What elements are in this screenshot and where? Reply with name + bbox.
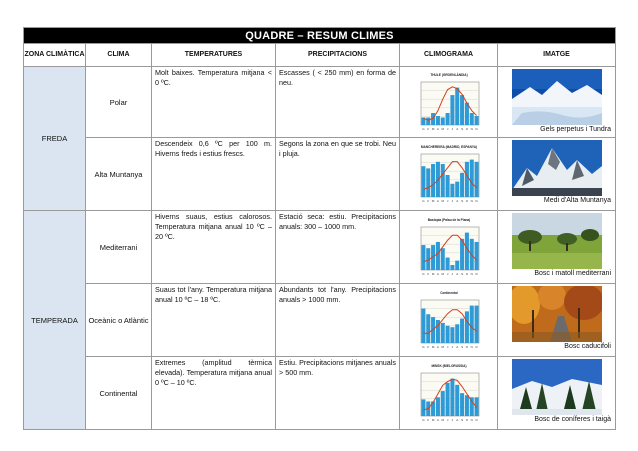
month-label: O [465, 345, 468, 349]
precip-bar [455, 182, 459, 197]
precip-bar [455, 385, 459, 416]
month-label: J [446, 418, 448, 422]
header-precipitacions: PRECIPITACIONS [276, 44, 400, 67]
header-temperatures: TEMPERATURES [152, 44, 276, 67]
clima-name: Continental [86, 357, 152, 430]
climogram-cell [400, 211, 498, 284]
month-label: A [455, 345, 458, 349]
month-label: D [474, 127, 478, 131]
precipitacions-text: Estació seca: estiu. Precipitacions anuals: 300 – 1000 mm. [276, 211, 400, 284]
precip-bar [450, 379, 454, 416]
climogram-cell [400, 67, 498, 138]
precip-bar [440, 391, 444, 416]
climogram [411, 216, 487, 278]
climogram-title: MINSK (BIELORUSSIA) [430, 364, 467, 368]
month-label: A [436, 272, 439, 276]
table-title: QUADRE – RESUM CLIMES [24, 28, 616, 44]
precip-bar [445, 383, 449, 416]
month-label: S [460, 418, 463, 422]
month-label: M [431, 272, 434, 276]
month-label: M [441, 345, 444, 349]
precip-bar [460, 393, 464, 416]
image-cell [498, 67, 616, 138]
precip-bar [421, 166, 425, 197]
image-caption: Medi d'Alta Muntanya [543, 197, 611, 204]
month-label: M [431, 418, 434, 422]
month-label: F [426, 345, 429, 349]
month-label: A [436, 127, 439, 131]
polar-landscape-photo [512, 69, 602, 125]
table-row [24, 138, 616, 211]
precip-bar [469, 306, 473, 343]
precip-bar [435, 397, 439, 416]
month-label: G [421, 127, 425, 131]
precipitacions-text: Escasses ( < 250 mm) en forma de neu. [276, 67, 400, 138]
climate-summary-sheet [23, 27, 615, 430]
month-label: J [446, 127, 448, 131]
header-imatge: IMATGE [498, 44, 616, 67]
clima-name: Alta Muntanya [86, 138, 152, 211]
month-label: N [470, 418, 473, 422]
precipitacions-text: Estiu. Precipitacions mitjanes anuals > 500 mm. [276, 357, 400, 430]
month-label: O [465, 272, 468, 276]
precipitacions-text: Abundants tot l'any. Precipitacions anuals > 1000 mm. [276, 284, 400, 357]
month-label: D [474, 199, 478, 203]
climogram [411, 289, 487, 351]
month-label: S [460, 272, 463, 276]
zone-freda: FREDA [24, 67, 86, 211]
table-row [24, 211, 616, 284]
precip-bar [450, 184, 454, 197]
month-label: J [451, 199, 453, 203]
month-label: M [441, 418, 444, 422]
precip-bar [421, 399, 425, 416]
month-label: O [465, 199, 468, 203]
precip-bar [431, 164, 435, 197]
precip-bar [460, 173, 464, 197]
climogram-cell [400, 138, 498, 211]
climogram-title: THULE (GROENLÀNDIA) [429, 73, 468, 77]
month-label: F [426, 127, 429, 131]
precip-bar [445, 175, 449, 197]
precip-bar [435, 116, 439, 125]
month-label: M [441, 199, 444, 203]
precip-bar [460, 95, 464, 125]
temperatures-text: Suaus tot l'any. Temperatura mitjana anual 10 ºC – 18 ºC. [152, 284, 276, 357]
precip-bar [469, 113, 473, 125]
month-label: F [426, 199, 429, 203]
temperatures-text: Descendeix 0,6 ºC per 100 m. Hiverns freds i estius frescs. [152, 138, 276, 211]
month-label: D [474, 272, 478, 276]
clima-name: Mediterrani [86, 211, 152, 284]
month-label: M [431, 199, 434, 203]
clima-name: Oceànic o Atlàntic [86, 284, 152, 357]
month-label: J [446, 272, 448, 276]
month-label: S [460, 199, 463, 203]
month-label: F [426, 418, 429, 422]
precip-bar [474, 242, 478, 270]
temperatures-text: Molt baixes. Temperatura mitjana < 0 ºC. [152, 67, 276, 138]
precip-bar [455, 88, 459, 125]
precip-bar [421, 245, 425, 270]
precip-bar [474, 116, 478, 125]
climogram [411, 362, 487, 424]
temperatures-text: Hiverns suaus, estius calorosos. Temperatura mitjana anual 10 ºC – 20 ºC. [152, 211, 276, 284]
precip-bar [464, 233, 468, 270]
climogram-title: Bastopia (Palau de la Plana) [427, 218, 470, 222]
precip-bar [450, 265, 454, 270]
month-label: A [436, 418, 439, 422]
month-label: G [421, 199, 425, 203]
header-zona: ZONA CLIMÀTICA [24, 44, 86, 67]
climogram-cell [400, 284, 498, 357]
climogram-title: Continental [439, 291, 458, 295]
month-label: N [470, 127, 473, 131]
table-row [24, 284, 616, 357]
month-label: G [421, 272, 425, 276]
clima-name: Polar [86, 67, 152, 138]
month-label: A [455, 127, 458, 131]
table-row [24, 67, 616, 138]
month-label: J [446, 199, 448, 203]
precip-bar [455, 261, 459, 270]
precip-bar [426, 118, 430, 125]
month-label: N [470, 199, 473, 203]
table-row [24, 357, 616, 430]
month-label: J [451, 345, 453, 349]
month-label: N [470, 345, 473, 349]
month-label: A [436, 345, 439, 349]
month-label: S [460, 345, 463, 349]
month-label: G [421, 345, 425, 349]
image-caption: Gels perpetus i Tundra [540, 126, 611, 133]
precip-bar [464, 162, 468, 197]
month-label: A [455, 199, 458, 203]
climate-table [23, 27, 616, 430]
image-caption: Bosc i matoll mediterrani [534, 270, 611, 277]
precip-bar [469, 160, 473, 197]
month-label: M [441, 127, 444, 131]
precip-bar [426, 168, 430, 197]
temperatures-text: Extremes (amplitud tèrmica elevada). Temperatura mitjana anual 0 ºC – 10 ºC. [152, 357, 276, 430]
month-label: N [470, 272, 473, 276]
month-label: A [455, 272, 458, 276]
precip-bar [460, 319, 464, 343]
precip-bar [435, 242, 439, 270]
zone-temperada: TEMPERADA [24, 211, 86, 430]
month-label: F [426, 272, 429, 276]
climogram [411, 143, 487, 205]
month-label: G [421, 418, 425, 422]
climogram-cell [400, 357, 498, 430]
precip-bar [445, 326, 449, 343]
precip-bar [464, 311, 468, 343]
month-label: O [465, 127, 468, 131]
month-label: A [436, 199, 439, 203]
month-label: M [431, 345, 434, 349]
month-label: J [446, 345, 448, 349]
precip-bar [445, 113, 449, 125]
precip-bar [469, 397, 473, 416]
conifer-forest-photo [512, 359, 602, 415]
precip-bar [440, 323, 444, 343]
climogram [411, 71, 487, 133]
precip-bar [474, 162, 478, 197]
precip-bar [426, 314, 430, 343]
precip-bar [421, 308, 425, 343]
precip-bar [450, 95, 454, 125]
precip-bar [440, 118, 444, 125]
image-caption: Bosc de coníferes i taigà [534, 416, 611, 423]
precip-bar [440, 164, 444, 197]
month-label: M [431, 127, 434, 131]
month-label: M [441, 272, 444, 276]
deciduous-forest-photo [512, 286, 602, 342]
precip-bar [455, 324, 459, 343]
month-label: J [451, 418, 453, 422]
precip-bar [474, 306, 478, 343]
mountain-photo [512, 140, 602, 196]
month-label: O [465, 418, 468, 422]
month-label: D [474, 418, 478, 422]
precipitacions-text: Segons la zona en que se trobi. Neu i pluja. [276, 138, 400, 211]
mediterranean-forest-photo [512, 213, 602, 269]
precip-bar [464, 395, 468, 416]
image-cell [498, 357, 616, 430]
month-label: D [474, 345, 478, 349]
month-label: J [451, 272, 453, 276]
climogram-title: MANCHEREIRA (MADRID, ESPANYA) [420, 145, 477, 149]
precip-bar [450, 327, 454, 343]
image-caption: Bosc caducifoli [564, 343, 611, 350]
header-climograma: CLIMOGRAMA [400, 44, 498, 67]
month-label: S [460, 127, 463, 131]
precip-bar [440, 248, 444, 270]
precip-bar [445, 258, 449, 270]
month-label: A [455, 418, 458, 422]
month-label: J [451, 127, 453, 131]
image-cell [498, 284, 616, 357]
header-clima: CLIMA [86, 44, 152, 67]
image-cell [498, 211, 616, 284]
image-cell [498, 138, 616, 211]
